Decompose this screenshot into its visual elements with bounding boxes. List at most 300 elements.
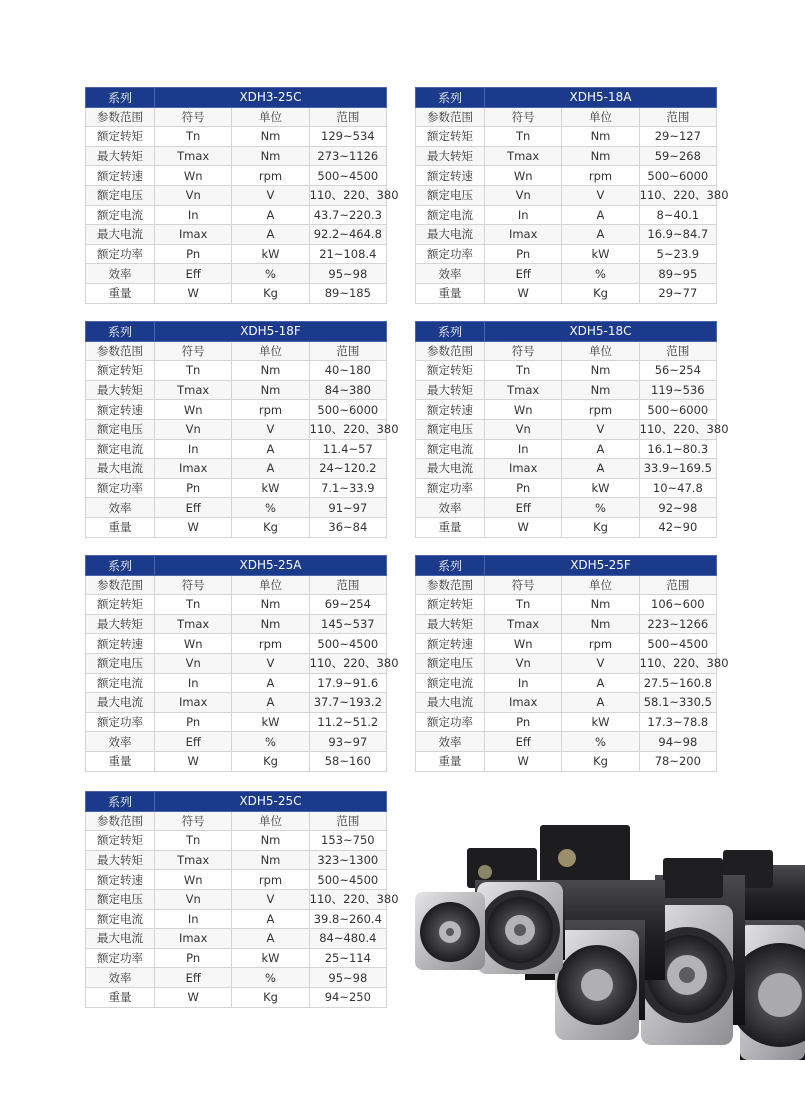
symbol-cell: Tn — [155, 361, 232, 381]
unit-cell: Nm — [562, 595, 639, 615]
symbol-cell: Pn — [155, 712, 232, 732]
symbol-cell: Vn — [155, 185, 232, 205]
param-cell: 额定电压 — [416, 653, 485, 673]
symbol-cell: Imax — [485, 459, 562, 479]
column-header-row — [86, 341, 387, 361]
table-row — [86, 283, 387, 303]
range-cell: 323~1300 — [309, 850, 386, 870]
model-name: XDH3-25C — [155, 88, 387, 108]
table-row — [416, 751, 717, 771]
param-cell: 重量 — [416, 283, 485, 303]
range-header: 范围 — [309, 811, 386, 831]
range-cell: 95~98 — [309, 264, 386, 284]
unit-cell: rpm — [562, 166, 639, 186]
param-cell: 额定功率 — [86, 948, 155, 968]
spec-table-xdh5-18f — [85, 321, 399, 538]
unit-cell: % — [232, 732, 309, 752]
symbol-cell: Eff — [485, 264, 562, 284]
symbol-cell: Eff — [485, 732, 562, 752]
model-name: XDH5-18A — [485, 88, 717, 108]
symbol-header: 符号 — [155, 341, 232, 361]
range-header: 范围 — [309, 341, 386, 361]
unit-cell: V — [232, 419, 309, 439]
unit-header: 单位 — [562, 575, 639, 595]
symbol-cell: W — [155, 517, 232, 537]
param-cell: 额定功率 — [416, 712, 485, 732]
param-cell: 效率 — [416, 498, 485, 518]
series-label: 系列 — [416, 322, 485, 342]
unit-cell: rpm — [232, 166, 309, 186]
unit-cell: Kg — [562, 751, 639, 771]
table-row — [416, 653, 717, 673]
param-cell: 效率 — [86, 498, 155, 518]
unit-cell: A — [562, 693, 639, 713]
table-row — [416, 732, 717, 752]
table-row — [86, 870, 387, 890]
param-cell: 额定电流 — [86, 439, 155, 459]
unit-cell: kW — [232, 244, 309, 264]
unit-cell: A — [562, 459, 639, 479]
range-cell: 16.1~80.3 — [639, 439, 716, 459]
symbol-header: 符号 — [155, 107, 232, 127]
model-name: XDH5-18F — [155, 322, 387, 342]
symbol-cell: Vn — [485, 653, 562, 673]
series-header-row — [86, 792, 387, 812]
range-cell: 42~90 — [639, 517, 716, 537]
unit-cell: Kg — [232, 987, 309, 1007]
symbol-cell: Pn — [485, 712, 562, 732]
table-row — [416, 146, 717, 166]
table-row — [86, 225, 387, 245]
unit-cell: A — [232, 225, 309, 245]
table-row — [86, 712, 387, 732]
range-cell: 500~4500 — [309, 166, 386, 186]
unit-cell: kW — [562, 712, 639, 732]
symbol-cell: Eff — [155, 732, 232, 752]
param-cell: 额定功率 — [86, 712, 155, 732]
param-cell: 最大转矩 — [86, 380, 155, 400]
range-cell: 39.8~260.4 — [309, 909, 386, 929]
symbol-cell: Pn — [485, 478, 562, 498]
table-row — [416, 127, 717, 147]
unit-cell: V — [562, 653, 639, 673]
param-cell: 效率 — [86, 968, 155, 988]
table-row — [416, 517, 717, 537]
range-cell: 36~84 — [309, 517, 386, 537]
range-cell: 500~6000 — [639, 166, 716, 186]
symbol-cell: Tmax — [155, 614, 232, 634]
unit-cell: Nm — [232, 146, 309, 166]
unit-cell: Nm — [562, 127, 639, 147]
table-row — [86, 185, 387, 205]
param-cell: 额定电流 — [416, 205, 485, 225]
symbol-cell: Eff — [485, 498, 562, 518]
range-cell: 223~1266 — [639, 614, 716, 634]
param-cell: 重量 — [86, 751, 155, 771]
unit-cell: rpm — [232, 634, 309, 654]
column-header-row — [86, 811, 387, 831]
param-cell: 最大电流 — [416, 693, 485, 713]
unit-cell: Kg — [232, 517, 309, 537]
range-cell: 110、220、380 — [639, 185, 716, 205]
range-cell: 56~254 — [639, 361, 716, 381]
range-cell: 58~160 — [309, 751, 386, 771]
param-cell: 额定电流 — [86, 673, 155, 693]
range-cell: 106~600 — [639, 595, 716, 615]
symbol-cell: Pn — [155, 948, 232, 968]
table-row — [416, 244, 717, 264]
unit-cell: kW — [232, 948, 309, 968]
unit-cell: Nm — [562, 146, 639, 166]
range-cell: 110、220、380 — [309, 419, 386, 439]
symbol-cell: Pn — [155, 478, 232, 498]
range-cell: 17.3~78.8 — [639, 712, 716, 732]
param-cell: 额定转矩 — [416, 127, 485, 147]
table-row — [416, 478, 717, 498]
range-cell: 25~114 — [309, 948, 386, 968]
param-cell: 最大转矩 — [86, 850, 155, 870]
table-row — [416, 595, 717, 615]
unit-cell: Nm — [232, 127, 309, 147]
symbol-cell: Imax — [155, 225, 232, 245]
unit-cell: % — [232, 498, 309, 518]
unit-cell: kW — [232, 712, 309, 732]
unit-cell: V — [232, 889, 309, 909]
table-row — [86, 968, 387, 988]
range-cell: 89~95 — [639, 264, 716, 284]
unit-cell: A — [232, 439, 309, 459]
symbol-cell: In — [485, 439, 562, 459]
unit-cell: Nm — [232, 831, 309, 851]
param-cell: 额定转速 — [86, 870, 155, 890]
series-header-row — [416, 556, 717, 576]
symbol-cell: Vn — [155, 653, 232, 673]
symbol-cell: Wn — [485, 400, 562, 420]
series-label: 系列 — [416, 88, 485, 108]
symbol-cell: In — [155, 439, 232, 459]
symbol-cell: W — [155, 283, 232, 303]
motor-1 — [415, 892, 485, 970]
column-header-row — [86, 575, 387, 595]
range-cell: 69~254 — [309, 595, 386, 615]
unit-cell: % — [232, 264, 309, 284]
param-cell: 额定转矩 — [416, 595, 485, 615]
param-cell: 重量 — [86, 283, 155, 303]
table-row — [416, 498, 717, 518]
range-cell: 29~127 — [639, 127, 716, 147]
table-row — [416, 614, 717, 634]
param-cell: 额定转速 — [416, 634, 485, 654]
symbol-cell: Wn — [155, 400, 232, 420]
range-cell: 33.9~169.5 — [639, 459, 716, 479]
symbol-cell: Tmax — [155, 380, 232, 400]
table-row — [86, 517, 387, 537]
param-cell: 额定转速 — [86, 166, 155, 186]
range-cell: 145~537 — [309, 614, 386, 634]
param-header: 参数范围 — [416, 575, 485, 595]
range-cell: 94~250 — [309, 987, 386, 1007]
param-cell: 效率 — [416, 264, 485, 284]
param-cell: 额定转矩 — [86, 831, 155, 851]
symbol-cell: Imax — [155, 929, 232, 949]
range-cell: 500~4500 — [639, 634, 716, 654]
unit-header: 单位 — [232, 575, 309, 595]
unit-cell: Kg — [232, 283, 309, 303]
param-cell: 重量 — [416, 751, 485, 771]
unit-cell: % — [562, 264, 639, 284]
spec-table-xdh3-25c — [85, 87, 399, 304]
table-row — [86, 595, 387, 615]
param-cell: 最大转矩 — [416, 380, 485, 400]
param-cell: 最大转矩 — [86, 614, 155, 634]
param-cell: 额定功率 — [416, 244, 485, 264]
symbol-cell: In — [485, 673, 562, 693]
range-cell: 29~77 — [639, 283, 716, 303]
range-cell: 500~4500 — [309, 634, 386, 654]
table-row — [416, 712, 717, 732]
unit-header: 单位 — [232, 341, 309, 361]
range-cell: 153~750 — [309, 831, 386, 851]
symbol-header: 符号 — [155, 811, 232, 831]
series-label: 系列 — [86, 792, 155, 812]
table-row — [416, 419, 717, 439]
range-cell: 110、220、380 — [309, 185, 386, 205]
param-header: 参数范围 — [86, 107, 155, 127]
table-row — [86, 166, 387, 186]
range-cell: 37.7~193.2 — [309, 693, 386, 713]
param-cell: 额定电压 — [86, 419, 155, 439]
param-cell: 额定电压 — [416, 419, 485, 439]
param-cell: 最大电流 — [86, 929, 155, 949]
spec-table-xdh5-18a — [415, 87, 729, 304]
table-row — [416, 166, 717, 186]
param-cell: 重量 — [86, 517, 155, 537]
unit-cell: A — [232, 459, 309, 479]
table-row — [416, 400, 717, 420]
spec-table-xdh5-18c — [415, 321, 729, 538]
unit-cell: Kg — [562, 283, 639, 303]
table-row — [86, 693, 387, 713]
param-cell: 额定转矩 — [86, 127, 155, 147]
range-header: 范围 — [639, 107, 716, 127]
unit-cell: A — [232, 205, 309, 225]
model-name: XDH5-25A — [155, 556, 387, 576]
param-cell: 额定转速 — [86, 400, 155, 420]
range-cell: 11.2~51.2 — [309, 712, 386, 732]
param-cell: 额定电流 — [86, 909, 155, 929]
table-row — [86, 889, 387, 909]
symbol-cell: Wn — [155, 870, 232, 890]
range-cell: 10~47.8 — [639, 478, 716, 498]
range-cell: 129~534 — [309, 127, 386, 147]
symbol-cell: Tmax — [485, 380, 562, 400]
unit-cell: A — [562, 439, 639, 459]
param-cell: 额定功率 — [86, 244, 155, 264]
unit-cell: kW — [562, 244, 639, 264]
table-row — [86, 831, 387, 851]
symbol-cell: Wn — [485, 634, 562, 654]
range-cell: 110、220、380 — [639, 653, 716, 673]
range-cell: 94~98 — [639, 732, 716, 752]
param-cell: 最大转矩 — [416, 614, 485, 634]
unit-cell: Nm — [232, 614, 309, 634]
symbol-cell: Wn — [155, 166, 232, 186]
table-row — [86, 244, 387, 264]
table-row — [86, 850, 387, 870]
table-row — [86, 419, 387, 439]
param-header: 参数范围 — [416, 341, 485, 361]
param-cell: 效率 — [86, 732, 155, 752]
table-row — [86, 478, 387, 498]
unit-cell: Nm — [562, 380, 639, 400]
table-row — [86, 264, 387, 284]
symbol-cell: Tmax — [155, 146, 232, 166]
table-row — [86, 751, 387, 771]
table-row — [416, 634, 717, 654]
unit-cell: A — [562, 673, 639, 693]
table-row — [86, 380, 387, 400]
series-label: 系列 — [86, 322, 155, 342]
param-cell: 最大电流 — [86, 693, 155, 713]
column-header-row — [416, 575, 717, 595]
table-row — [416, 361, 717, 381]
table-row — [416, 693, 717, 713]
unit-cell: V — [232, 185, 309, 205]
range-cell: 43.7~220.3 — [309, 205, 386, 225]
range-cell: 500~6000 — [309, 400, 386, 420]
symbol-cell: Imax — [485, 225, 562, 245]
table-row — [416, 185, 717, 205]
range-cell: 8~40.1 — [639, 205, 716, 225]
param-cell: 效率 — [416, 732, 485, 752]
range-cell: 500~6000 — [639, 400, 716, 420]
unit-cell: kW — [562, 478, 639, 498]
unit-cell: A — [562, 225, 639, 245]
table-row — [86, 146, 387, 166]
unit-cell: V — [562, 419, 639, 439]
unit-header: 单位 — [232, 107, 309, 127]
symbol-cell: Eff — [155, 264, 232, 284]
param-cell: 额定转速 — [86, 634, 155, 654]
table-row — [416, 283, 717, 303]
symbol-cell: W — [155, 751, 232, 771]
range-cell: 92~98 — [639, 498, 716, 518]
param-cell: 重量 — [86, 987, 155, 1007]
param-header: 参数范围 — [86, 341, 155, 361]
param-cell: 额定转矩 — [416, 361, 485, 381]
symbol-cell: Vn — [155, 419, 232, 439]
param-cell: 最大电流 — [416, 459, 485, 479]
param-cell: 额定电压 — [416, 185, 485, 205]
table-row — [416, 439, 717, 459]
symbol-cell: Vn — [485, 185, 562, 205]
range-cell: 84~480.4 — [309, 929, 386, 949]
unit-cell: rpm — [232, 400, 309, 420]
param-cell: 额定转速 — [416, 400, 485, 420]
unit-cell: V — [562, 185, 639, 205]
series-label: 系列 — [86, 88, 155, 108]
param-header: 参数范围 — [86, 811, 155, 831]
range-header: 范围 — [639, 575, 716, 595]
symbol-cell: Imax — [155, 459, 232, 479]
symbol-cell: In — [485, 205, 562, 225]
unit-cell: % — [562, 732, 639, 752]
unit-cell: V — [232, 653, 309, 673]
unit-cell: % — [562, 498, 639, 518]
param-header: 参数范围 — [416, 107, 485, 127]
unit-cell: Kg — [562, 517, 639, 537]
symbol-cell: Tmax — [155, 850, 232, 870]
table-row — [86, 439, 387, 459]
range-cell: 21~108.4 — [309, 244, 386, 264]
model-name: XDH5-25C — [155, 792, 387, 812]
param-cell: 额定电流 — [416, 673, 485, 693]
model-name: XDH5-25F — [485, 556, 717, 576]
param-cell: 额定转矩 — [86, 361, 155, 381]
range-cell: 95~98 — [309, 968, 386, 988]
table-row — [86, 987, 387, 1007]
param-cell: 额定电流 — [86, 205, 155, 225]
symbol-cell: In — [155, 205, 232, 225]
range-cell: 500~4500 — [309, 870, 386, 890]
table-row — [86, 614, 387, 634]
symbol-cell: W — [485, 283, 562, 303]
range-cell: 119~536 — [639, 380, 716, 400]
param-cell: 额定电压 — [86, 889, 155, 909]
symbol-cell: Imax — [485, 693, 562, 713]
range-cell: 84~380 — [309, 380, 386, 400]
param-cell: 最大转矩 — [86, 146, 155, 166]
param-cell: 最大转矩 — [416, 146, 485, 166]
table-row — [86, 498, 387, 518]
symbol-cell: W — [485, 751, 562, 771]
unit-cell: Nm — [232, 595, 309, 615]
table-row — [86, 673, 387, 693]
unit-cell: Nm — [232, 850, 309, 870]
param-cell: 效率 — [86, 264, 155, 284]
table-row — [86, 909, 387, 929]
unit-header: 单位 — [562, 107, 639, 127]
range-cell: 58.1~330.5 — [639, 693, 716, 713]
unit-cell: A — [232, 909, 309, 929]
symbol-cell: Eff — [155, 498, 232, 518]
series-label: 系列 — [416, 556, 485, 576]
unit-cell: Kg — [232, 751, 309, 771]
table-row — [86, 361, 387, 381]
unit-cell: rpm — [562, 400, 639, 420]
param-cell: 额定电压 — [86, 185, 155, 205]
unit-cell: A — [232, 929, 309, 949]
param-cell: 最大电流 — [416, 225, 485, 245]
unit-cell: % — [232, 968, 309, 988]
table-row — [86, 948, 387, 968]
unit-cell: A — [232, 693, 309, 713]
param-cell: 额定转矩 — [86, 595, 155, 615]
unit-cell: Nm — [232, 380, 309, 400]
param-cell: 重量 — [416, 517, 485, 537]
range-header: 范围 — [639, 341, 716, 361]
table-row — [86, 732, 387, 752]
symbol-cell: In — [155, 673, 232, 693]
unit-cell: Nm — [232, 361, 309, 381]
model-name: XDH5-18C — [485, 322, 717, 342]
column-header-row — [416, 107, 717, 127]
range-cell: 273~1126 — [309, 146, 386, 166]
param-cell: 最大电流 — [86, 225, 155, 245]
param-cell: 额定电压 — [86, 653, 155, 673]
range-cell: 110、220、380 — [639, 419, 716, 439]
series-header-row — [86, 556, 387, 576]
